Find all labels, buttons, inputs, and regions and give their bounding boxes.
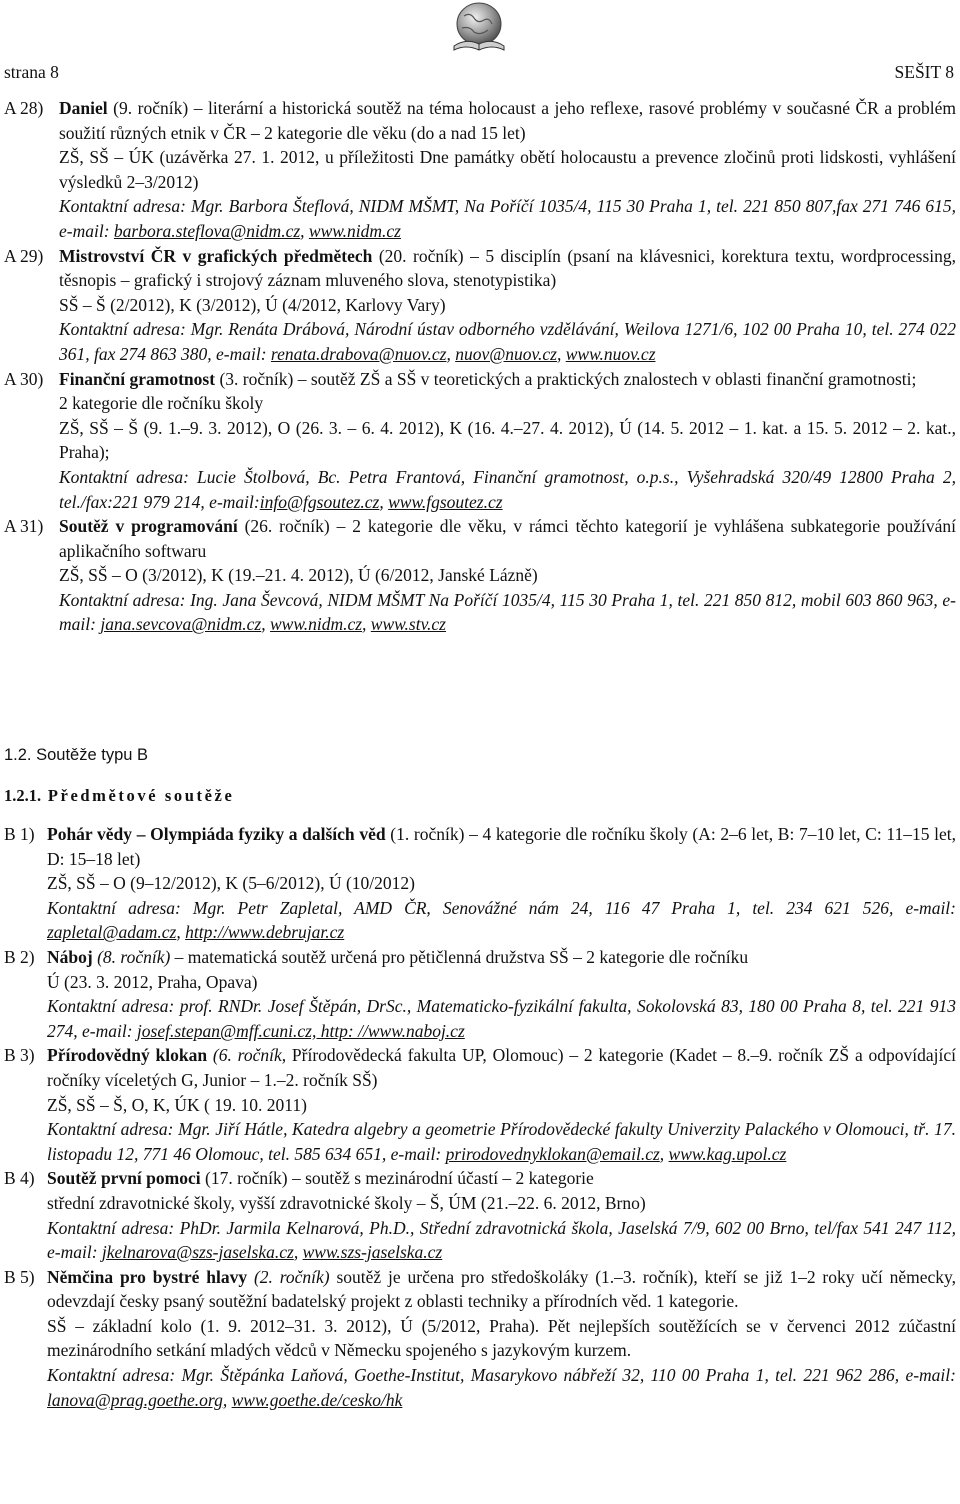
list-item — [4, 945, 956, 1043]
entry-text: SŠ – základní kolo (1. 9. 2012–31. 3. 2012), Ú (5/2012, Praha). Pět nejlepších soutěžících se v červenci 2012 zúčastní mezinárodního setkání mladých vědců v Německu spojeného s jazykovým kurzem. — [47, 1315, 956, 1361]
entry-text: – 2 kategorie dle věku, v rámci těchto kategorií je vyhlášena subkategorie používání aplikačního softwaru — [59, 516, 957, 561]
entry-text: – 5 disciplín (psaní na klávesnici, korektura textu, wordprocessing, těsnopis – grafický i strojový záznam mluveného slova, stenotypistika) — [59, 245, 956, 291]
entry-grade: (26. ročník) — [244, 516, 330, 537]
email-link[interactable]: jkelnarova@szs-jaselska.cz — [101, 1242, 294, 1263]
email-link[interactable]: renata.drabova@nuov.cz — [270, 343, 447, 364]
entry-contact: Kontaktní adresa: Mgr. Petr Zapletal, AMD ČR, Senovážné nám 24, 116 47 Praha 1, tel. 234 621 526, e-mail: zapletal@adam.cz, http://www.debrujar.cz — [47, 897, 956, 943]
entry-text: ZŠ, SŠ – O (3/2012), K (19.–21. 4. 2012), Ú (6/2012, Janské Lázně) — [59, 565, 538, 586]
entry-text: 2 kategorie dle ročníku školy — [59, 393, 264, 414]
list-item — [4, 514, 956, 637]
entry-text: soutěž je určena pro středoškoláky (1.–3. ročník), kteří se již 1–2 roky učí německy, odevzdají česky psaný soutěžní badatelský projekt z oblasti techniky a přírodních věd. 1 kategorie. — [47, 1266, 956, 1312]
entry-label: B 1) — [4, 824, 35, 844]
list-item — [4, 822, 956, 945]
entry-title: Daniel — [59, 98, 108, 118]
email-link[interactable]: barbora.steflova@nidm.cz — [113, 220, 301, 241]
entry-contact: Kontaktní adresa: Lucie Štolbová, Bc. Petra Frantová, Finanční gramotnost, o.p.s., Vyšehradská 320/49 12800 Praha 2, tel./fax:221 979 214, e-mail:info@fgsoutez.cz, www.fgsoutez.cz — [59, 466, 956, 512]
entry-label: B 4) — [4, 1168, 35, 1189]
entry-grade: (17. ročník) — [205, 1168, 288, 1189]
email-link[interactable]: info@fgsoutez.cz — [259, 491, 380, 512]
entry-text: SŠ – Š (2/2012), K (3/2012), Ú (4/2012, Karlovy Vary) — [59, 294, 446, 315]
web-link[interactable]: www.stv.cz — [370, 614, 446, 635]
web-link[interactable]: www.szs-jaselska.cz — [302, 1242, 443, 1263]
entry-label: B 3) — [4, 1045, 35, 1066]
entry-text: ZŠ, SŠ – Š, O, K, ÚK ( 19. 10. 2011) — [47, 1094, 307, 1115]
entry-title: Náboj — [47, 946, 93, 967]
web-link[interactable]: www.kag.upol.cz — [668, 1143, 787, 1164]
entry-label: B 2) — [4, 946, 35, 967]
entry-label: B 5) — [4, 1266, 35, 1287]
web-link[interactable]: http://www.debrujar.cz — [185, 922, 345, 943]
issue-label: SEŠIT 8 — [894, 62, 954, 82]
entry-contact: Kontaktní adresa: PhDr. Jarmila Kelnarová, Ph.D., Střední zdravotnická škola, Jaselská 7/9, 602 00 Brno, tel/fax 541 247 112, e-mail: jkelnarova@szs-jaselska.cz, www.szs-jaselska.cz — [47, 1217, 956, 1263]
entry-contact: Kontaktní adresa: Mgr. Barbora Šteflová, NIDM MŠMT, Na Poříčí 1035/4, 115 30 Praha 1, tel. 221 850 807,fax 271 746 615, e-mail: barbora.steflova@nidm.cz, www.nidm.cz — [59, 196, 956, 241]
entry-contact: Kontaktní adresa: Mgr. Renáta Drábová, Národní ústav odborného vzdělávání, Weilova 1271/6, 102 00 Praha 10, tel. 274 022 361, fax 274 863 380, e-mail: renata.drabova@nuov.cz, nuov@nuov.cz, www.nuov.cz — [59, 319, 956, 364]
list-item — [4, 1043, 956, 1166]
page-number: strana 8 — [4, 62, 59, 82]
web-link[interactable]: www.goethe.de/cesko/hk — [231, 1389, 403, 1410]
entry-title: Mistrovství ČR v grafických předmětech — [59, 245, 373, 266]
list-item — [4, 367, 956, 515]
entry-grade: (2. ročník) — [253, 1266, 330, 1287]
entry-contact: Kontaktní adresa: Ing. Jana Ševcová, NIDM MŠMT Na Poříčí 1035/4, 115 30 Praha 1, tel. 221 850 812, mobil 603 860 963, e-mail: jana.sevcova@nidm.cz, www.nidm.cz, www.stv.cz — [59, 589, 956, 635]
email-link[interactable]: lanova@prag.goethe.org — [47, 1389, 223, 1410]
entry-text: ZŠ, SŠ – ÚK (uzávěrka 27. 1. 2012, u příležitosti Dne památky obětí holocaustu a prevence zločinů proti lidskosti, vyhlášení výsledků 2–3/2012) — [59, 147, 956, 192]
email-link[interactable]: nuov@nuov.cz — [455, 343, 557, 364]
entry-label: A 29) — [4, 245, 44, 266]
section-heading: 1.2. Soutěže typu B — [4, 746, 149, 764]
entry-title: Finanční gramotnost — [59, 368, 216, 389]
entry-contact: Kontaktní adresa: Mgr. Jiří Hátle, Katedra algebry a geometrie Přírodovědecké fakulty Univerzity Palackého v Olomouci, tř. 17. listopadu 12, 771 46 Olomouc, tel. 585 634 651, e-mail: prirodovednyklokan@email.cz, www.kag.upol.cz — [47, 1119, 956, 1164]
email-link[interactable]: zapletal@adam.cz — [47, 922, 177, 943]
entry-text: Ú (23. 3. 2012, Praha, Opava) — [47, 971, 258, 992]
globe-book-icon — [444, 2, 514, 54]
entry-grade: (3. ročník) — [219, 368, 294, 389]
entry-title: Pohár vědy – Olympiáda fyziky a dalších věd — [47, 824, 386, 844]
entry-label: A 30) — [4, 368, 44, 389]
entry-label: A 28) — [4, 98, 44, 118]
web-link[interactable]: www.nidm.cz — [308, 220, 401, 241]
entry-grade: (20. ročník) — [378, 245, 464, 266]
list-item — [4, 96, 956, 244]
email-link[interactable]: josef.stepan@mff.cuni.cz, http: //www.naboj.cz — [136, 1020, 465, 1041]
email-link[interactable]: prirodovednyklokan@email.cz — [445, 1143, 660, 1164]
entry-text: , Přírodovědecká fakulta UP, Olomouc) – 2 kategorie (Kadet – 8.–9. ročník ZŠ a odpovídající ročníky víceletých G, Junior – 1.–2. ročník SŠ) — [47, 1045, 957, 1090]
entry-text: ZŠ, SŠ – Š (9. 1.–9. 3. 2012), O (26. 3. – 6. 4. 2012), K (16. 4.–27. 4. 2012), Ú (14. 5. 2012 – 1. kat. a 15. 5. 2012 – 2. kat., Praha); — [59, 417, 956, 463]
entry-text: – soutěž ZŠ a SŠ v teoretických a praktických znalostech v oblasti finanční gramotnosti; — [293, 368, 917, 389]
entry-text: – soutěž s mezinárodní účastí – 2 kategorie — [287, 1168, 594, 1189]
entry-text: – matematická soutěž určená pro pětičlenná družstva SŠ – 2 kategorie dle ročníku — [170, 946, 749, 967]
web-link[interactable]: www.nidm.cz — [270, 614, 363, 635]
entry-text: – 4 kategorie dle ročníku školy (A: 2–6 let, B: 7–10 let, C: 11–15 let, D: 15–18 let) — [47, 824, 956, 869]
subsection-heading: 1.2.1. Předmětové soutěže — [4, 786, 235, 805]
entries-a — [4, 96, 956, 637]
entry-title: Soutěž první pomoci — [47, 1168, 201, 1189]
entry-grade: (6. ročník — [212, 1045, 282, 1066]
entries-b — [4, 822, 956, 1412]
entry-text: ZŠ, SŠ – O (9–12/2012), K (5–6/2012), Ú (10/2012) — [47, 873, 415, 894]
web-link[interactable]: www.nuov.cz — [565, 343, 656, 364]
email-link[interactable]: jana.sevcova@nidm.cz — [100, 614, 262, 635]
entry-grade: (9. ročník) — [113, 98, 189, 118]
entry-title: Přírodovědný klokan — [47, 1045, 208, 1066]
entry-contact: Kontaktní adresa: prof. RNDr. Josef Štěpán, DrSc., Matematicko-fyzikální fakulta, Sokolovská 83, 180 00 Praha 8, tel. 221 913 274, e-mail: josef.stepan@mff.cuni.cz, http: //www.naboj.cz — [47, 996, 956, 1041]
entry-title: Soutěž v programování — [59, 516, 238, 537]
entry-text: – literární a historická soutěž na téma holocaust a jeho reflexe, rasové problémy v současné ČR a problém soužití různých etnik v ČR – 2 kategorie dle věku (do a nad 15 let) — [59, 98, 957, 143]
list-item — [4, 1166, 956, 1264]
entry-label: A 31) — [4, 516, 44, 537]
list-item — [4, 244, 956, 367]
entry-grade: (8. ročník) — [97, 946, 171, 967]
entry-text: střední zdravotnické školy, vyšší zdravotnické školy – Š, ÚM (21.–22. 6. 2012, Brno) — [47, 1192, 646, 1213]
web-link[interactable]: www.fgsoutez.cz — [388, 491, 503, 512]
entry-grade: (1. ročník) — [390, 824, 465, 844]
entry-title: Němčina pro bystré hlavy — [47, 1266, 248, 1287]
list-item — [4, 1265, 956, 1413]
entry-contact: Kontaktní adresa: Mgr. Štěpánka Laňová, Goethe-Institut, Masarykovo nábřeží 32, 110 00 Praha 1, tel. 221 962 286, e-mail: lanova@prag.goethe.org, www.goethe.de/cesko/hk — [47, 1365, 956, 1410]
